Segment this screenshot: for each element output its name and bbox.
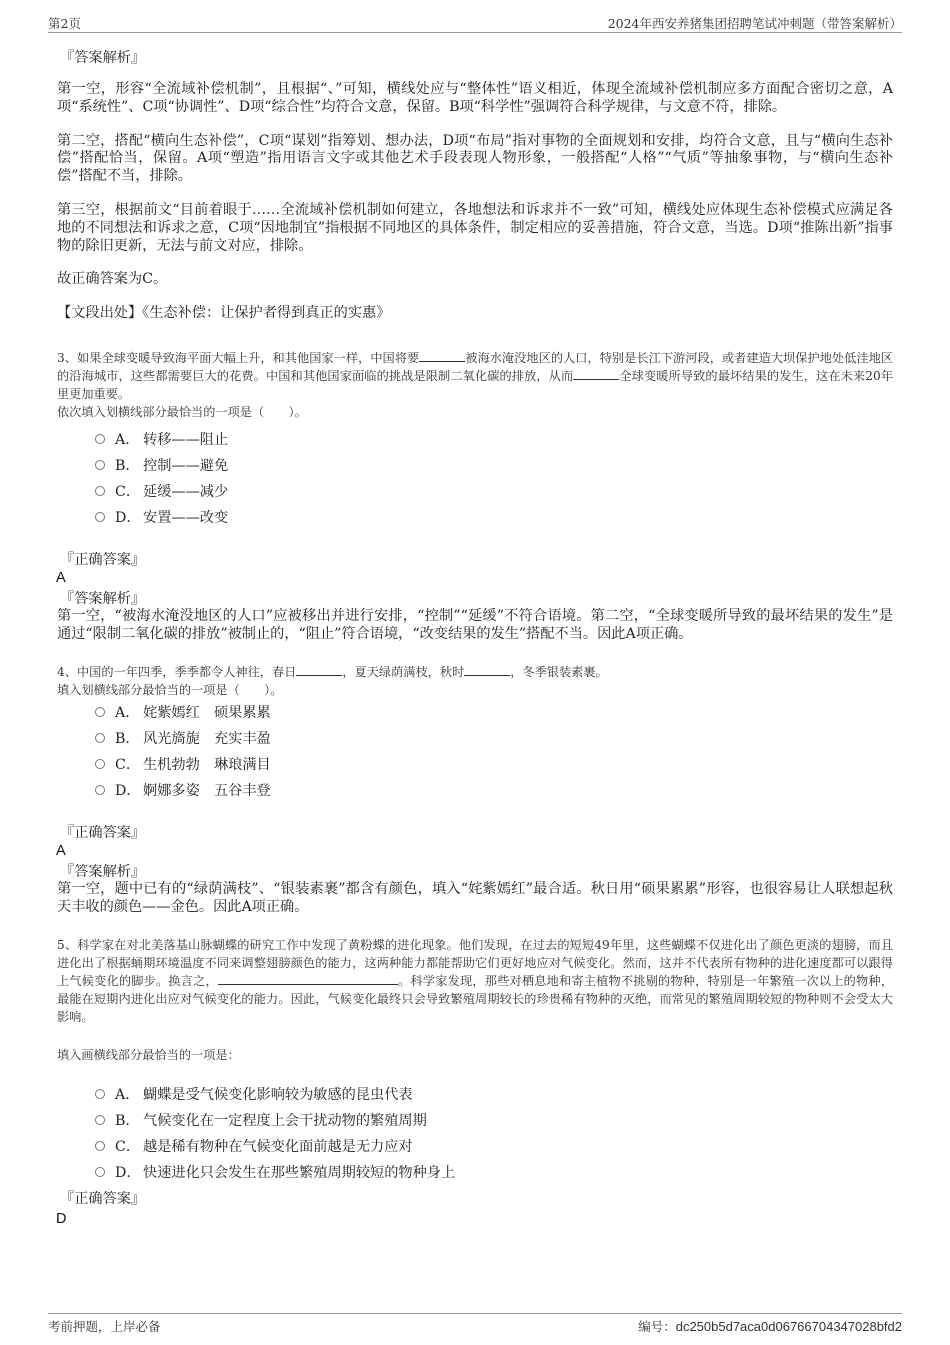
q5-option-b[interactable]: B． 气候变化在一定程度上会干扰动物的繁殖周期 xyxy=(95,1111,427,1131)
q3-blank-2 xyxy=(573,367,619,380)
q3-blank-1 xyxy=(419,349,465,362)
q3-answer: A xyxy=(56,570,66,586)
q2-analysis-para-3: 第三空，根据前文“目前着眼于……全流域补偿机制如何建立，各地想法和诉求并不一致”可知，横线处应体现生态补偿模式应满足各地的不同想法和诉求之意，C项“因地制宜”指根据不同地区的具体条件，制定相应的妥善措施，符合文意，当选。D项“推陈出新”指事物的除旧更新，无法与前文对应，排除。 xyxy=(57,201,893,254)
page-header xyxy=(48,14,902,33)
q5-stem: 5、科学家在对北美落基山脉蝴蝶的研究工作中发现了黄粉蝶的进化现象。他们发现，在过去的短短49年里，这些蝴蝶不仅进化出了颜色更淡的翅膀，而且进化出了根据蛹期环境温度不同来调整翅膀颜色的能力，这两种能力都能帮助它们更好地应对气候变化。然而，这并不代表所有物种的进化速度都可以跟得上气候变化的脚步。换言之， 。科学家发现，那些对栖息地和寄主植物不挑剔的物种，特别是一年繁殖一次以上的物种，最能在短期内进化出应对气候变化的能力。因此，气候变化最终只会导致繁殖周期较长的珍贵稀有物种的灭绝，而常见的繁殖周期较短的物种则不会受太大影响。 xyxy=(57,938,894,1024)
q5-option-c[interactable]: C． 越是稀有物种在气候变化面前越是无力应对 xyxy=(95,1137,413,1157)
q3-stem-part-3: 全球变暖所导致的最坏结果的发生，这在未来20年里更加重要。 xyxy=(57,369,894,401)
radio-icon[interactable] xyxy=(95,460,105,470)
q4-answer: A xyxy=(56,843,66,859)
q4-prompt: 填入划横线部分最恰当的一项是（ ）。 xyxy=(57,683,283,697)
q3-option-c[interactable]: C． 延缓——减少 xyxy=(95,482,228,502)
radio-icon[interactable] xyxy=(95,486,105,496)
q3-option-a[interactable]: A． 转移——阻止 xyxy=(95,430,228,450)
q3-analysis: 第一空，“被海水淹没地区的人口”应被移出并进行安排，“控制”“延缓”不符合语境。第二空，“全球变暖所导致的最坏结果的发生”是通过“限制二氧化碳的排放”被制止的，“阻止”符合语境，“改变结果的发生”搭配不当。因此A项正确。 xyxy=(57,608,893,642)
q3-stem xyxy=(57,349,893,421)
q2-analysis-heading: 『答案解析』 xyxy=(60,50,146,66)
radio-icon[interactable] xyxy=(95,733,105,743)
q4-option-a[interactable]: A． 姹紫嫣红 硕果累累 xyxy=(95,703,271,723)
q4-analysis: 第一空，题中已有的“绿荫满枝”、“银装素裹”都含有颜色，填入“姹紫嫣红”最合适。秋日用“硕果累累”形容，也很容易让人联想起秋天丰收的颜色——金色。因此A项正确。 xyxy=(57,881,893,915)
q3-option-b[interactable]: B． 控制——避免 xyxy=(95,456,228,476)
q2-analysis xyxy=(57,81,893,323)
q2-analysis-para-1: 第一空，形容“全流域补偿机制”，且根据“、”可知，横线处应与“整体性”语义相近，体现全流域补偿机制应多方面配合密切之意，A项“系统性”、C项“协调性”、D项“综合性”均符合文意，保留。B项“科学性”强调符合科学规律，与文意不符，排除。 xyxy=(57,81,893,115)
q5-answer-heading: 『正确答案』 xyxy=(60,1191,146,1207)
q3-stem-part-1: 3、如果全球变暖导致海平面大幅上升，和其他国家一样，中国将要 xyxy=(57,351,420,365)
q3-analysis-heading: 『答案解析』 xyxy=(60,591,146,607)
radio-icon[interactable] xyxy=(95,759,105,769)
q2-conclusion: 故正确答案为C。 xyxy=(57,271,168,288)
q5-answer: D xyxy=(56,1211,67,1227)
document-code: 编号：dc250b5d7aca0d06766704347028bfd2 xyxy=(638,1319,902,1334)
q5-prompt: 填入画横线部分最恰当的一项是： xyxy=(57,1048,240,1062)
radio-icon[interactable] xyxy=(95,707,105,717)
q4-blank-2 xyxy=(464,663,510,676)
page-number: 第2页 xyxy=(48,16,81,31)
q3-option-d[interactable]: D． 安置——改变 xyxy=(95,508,228,528)
radio-icon[interactable] xyxy=(95,1115,105,1125)
q4-answer-heading: 『正确答案』 xyxy=(60,825,146,841)
radio-icon[interactable] xyxy=(95,785,105,795)
q2-analysis-para-2: 第二空，搭配“横向生态补偿”，C项“谋划”指筹划、想办法，D项“布局”指对事物的全面规划和安排，均符合文意，且与“横向生态补偿”搭配恰当，保留。A项“塑造”指用语言文字或其他艺术手段表现人物形象，一般搭配“人格”“气质”等抽象事物，与“横向生态补偿”搭配不当，排除。 xyxy=(57,132,893,185)
radio-icon[interactable] xyxy=(95,512,105,522)
q4-option-d[interactable]: D． 婀娜多姿 五谷丰登 xyxy=(95,781,271,801)
page-footer xyxy=(48,1313,902,1336)
q5-blank xyxy=(218,972,398,985)
q4-option-c[interactable]: C． 生机勃勃 琳琅满目 xyxy=(95,755,271,775)
radio-icon[interactable] xyxy=(95,434,105,444)
footer-slogan: 考前押题，上岸必备 xyxy=(48,1319,161,1334)
radio-icon[interactable] xyxy=(95,1089,105,1099)
q3-answer-heading: 『正确答案』 xyxy=(60,552,146,568)
q3-stem-part-2: 被海水淹没地区的人口，特别是长江下游河段，或者建造大坝保护地处低洼地区的沿海城市，这些都需要巨大的花费。中国和其他国家面临的挑战是限制二氧化碳的排放，从而 xyxy=(57,351,893,383)
q4-blank-1 xyxy=(296,663,342,676)
radio-icon[interactable] xyxy=(95,1141,105,1151)
q4-option-b[interactable]: B． 风光旖旎 充实丰盈 xyxy=(95,729,271,749)
q3-prompt: 依次填入划横线部分最恰当的一项是（ ）。 xyxy=(57,405,307,419)
q2-source: 【文段出处】《生态补偿：让保护者得到真正的实惠》 xyxy=(57,305,391,322)
q5-option-a[interactable]: A． 蝴蝶是受气候变化影响较为敏感的昆虫代表 xyxy=(95,1085,413,1105)
radio-icon[interactable] xyxy=(95,1167,105,1177)
q5-option-d[interactable]: D． 快速进化只会发生在那些繁殖周期较短的物种身上 xyxy=(95,1163,455,1183)
q4-analysis-heading: 『答案解析』 xyxy=(60,864,146,880)
document-title: 2024年西安养猪集团招聘笔试冲刺题（带答案解析） xyxy=(607,16,902,31)
q4-stem: 4、中国的一年四季，季季都令人神往，春日 ，夏天绿荫满枝，秋时 ，冬季银装素裹。 填入划横线部分最恰当的一项是（ ）。 xyxy=(57,663,893,699)
